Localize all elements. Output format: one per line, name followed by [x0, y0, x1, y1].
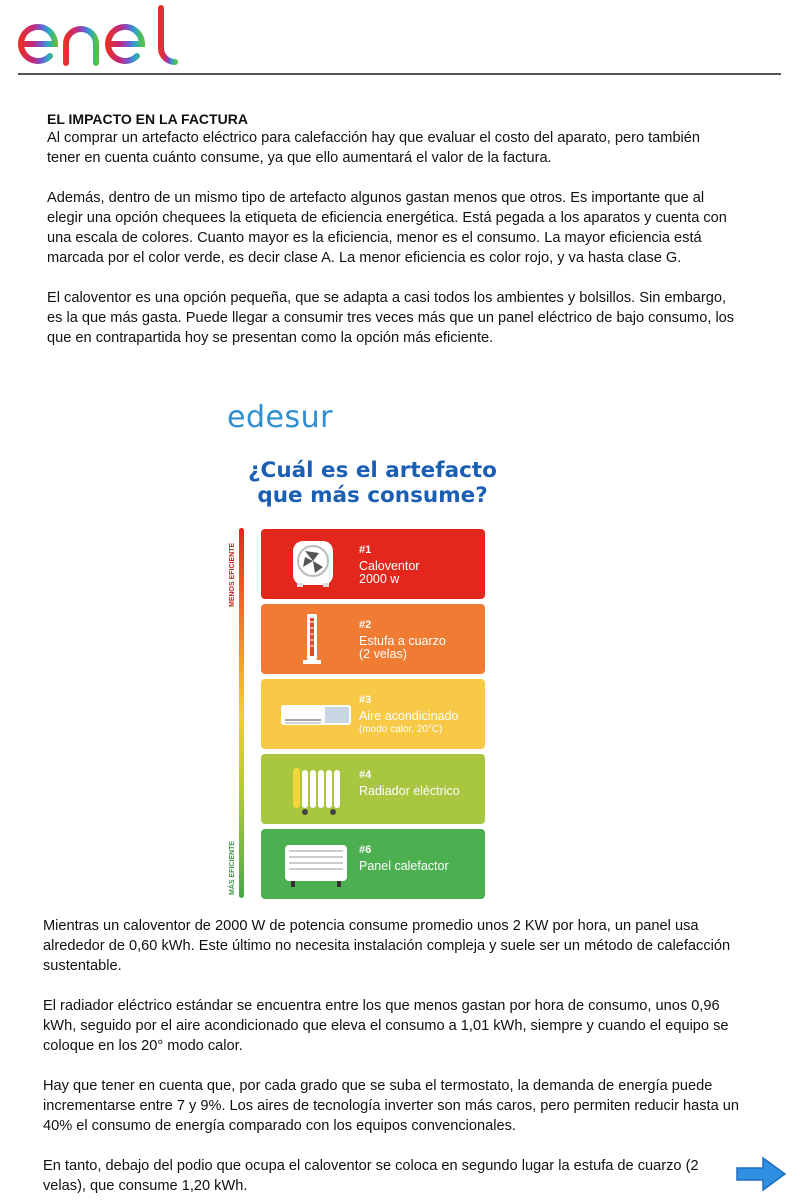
infographic-title-line1: ¿Cuál es el artefacto — [248, 458, 497, 483]
appliance-detail: (2 velas) — [359, 647, 407, 661]
consumption-infographic — [215, 392, 530, 910]
appliance-name — [359, 710, 483, 736]
oil-radiator-icon — [275, 762, 353, 816]
air-conditioner-icon — [275, 687, 353, 741]
article-paragraph: Al comprar un artefacto eléctrico para calefacción hay que evaluar el costo del aparato, pero también tener en cuenta cuánto consume, ya que ello aumentará el valor de la factura. — [47, 130, 701, 166]
enel-logo — [16, 4, 186, 68]
infographic-title-line2: que más consume? — [257, 483, 488, 508]
svg-text:enel: enel — [16, 4, 18, 5]
appliance-card-radiador — [261, 754, 485, 824]
article-body — [47, 110, 737, 368]
appliance-card-estufa-cuarzo — [261, 604, 485, 674]
article-heading: EL IMPACTO EN LA FACTURA — [47, 111, 248, 127]
rank-label: #2 — [359, 619, 372, 631]
appliance-name — [359, 785, 483, 798]
rank-label: #4 — [359, 769, 372, 781]
appliance-name — [359, 635, 483, 661]
appliance-detail: (modo calor, 20°C) — [359, 724, 443, 735]
less-efficient-label: MENOS EFICIENTE — [229, 542, 236, 607]
appliance-name — [359, 560, 483, 586]
article-paragraph: En tanto, debajo del podio que ocupa el caloventor se coloca en segundo lugar la estufa de cuarzo (2 velas), que consume 1,20 kWh. — [43, 1158, 699, 1194]
appliance-card-aire-acondicionado — [261, 679, 485, 749]
rank-label: #1 — [359, 544, 372, 556]
arrow-right-icon[interactable] — [735, 1156, 787, 1192]
appliance-name-text: Panel calefactor — [359, 859, 449, 873]
article-continuation — [43, 916, 743, 1200]
infographic-title — [215, 458, 530, 508]
appliance-card-caloventor — [261, 529, 485, 599]
appliance-card-panel-calefactor — [261, 829, 485, 899]
rank-label: #6 — [359, 844, 372, 856]
header-divider — [18, 73, 781, 75]
edesur-logo: edesur — [227, 400, 333, 435]
efficiency-scale-bar — [239, 528, 244, 898]
article-paragraph: Además, dentro de un mismo tipo de artefacto algunos gastan menos que otros. Es importante que al elegir una opción chequees la etiqueta de eficiencia energética. Está pegada a los aparatos y cuenta con una escala de colores. Cuanto mayor es la eficiencia, menor es el consumo. La mayor eficiencia está marcada por el color verde, es decir clase A. La menor eficiencia es color rojo, y va hasta clase G. — [47, 190, 727, 266]
article-paragraph: El radiador eléctrico estándar se encuentra entre los que menos gastan por hora de consumo, unos 0,96 kWh, seguido por el aire acondicionado que eleva el consumo a 1,01 kWh, siempre y cuando el equipo se coloque en los 20° modo calor. — [43, 998, 729, 1054]
quartz-heater-icon — [275, 612, 353, 666]
appliance-name-text: Radiador eléctrico — [359, 784, 460, 798]
fan-heater-icon — [275, 537, 353, 591]
article-paragraph: Hay que tener en cuenta que, por cada grado que se suba el termostato, la demanda de energía puede incrementarse entre 7 y 9%. Los aires de tecnología inverter son más caros, pero permiten reducir hasta un 40% el consumo de energía comparado con los equipos convencionales. — [43, 1078, 739, 1134]
rank-label: #3 — [359, 694, 372, 706]
appliance-name-text: Estufa a cuarzo — [359, 634, 446, 648]
appliance-name-text: Aire acondicinado — [359, 709, 459, 723]
appliance-name-text: Caloventor — [359, 559, 420, 573]
more-efficient-label: MÁS EFICIENTE — [229, 840, 236, 895]
appliance-name — [359, 860, 483, 873]
appliance-detail: 2000 w — [359, 572, 400, 586]
panel-heater-icon — [275, 837, 353, 891]
article-paragraph: El caloventor es una opción pequeña, que se adapta a casi todos los ambientes y bolsillos. Sin embargo, es la que más gasta. Puede llegar a consumir tres veces más que un panel eléctrico de bajo consumo, los que en contrapartida hoy se presentan como la opción más eficiente. — [47, 290, 735, 346]
article-paragraph: Mientras un caloventor de 2000 W de potencia consume promedio unos 2 KW por hora, un panel usa alrededor de 0,60 kWh. Este último no necesita instalación compleja y suele ser un método de calefacción sustentable. — [43, 918, 731, 974]
